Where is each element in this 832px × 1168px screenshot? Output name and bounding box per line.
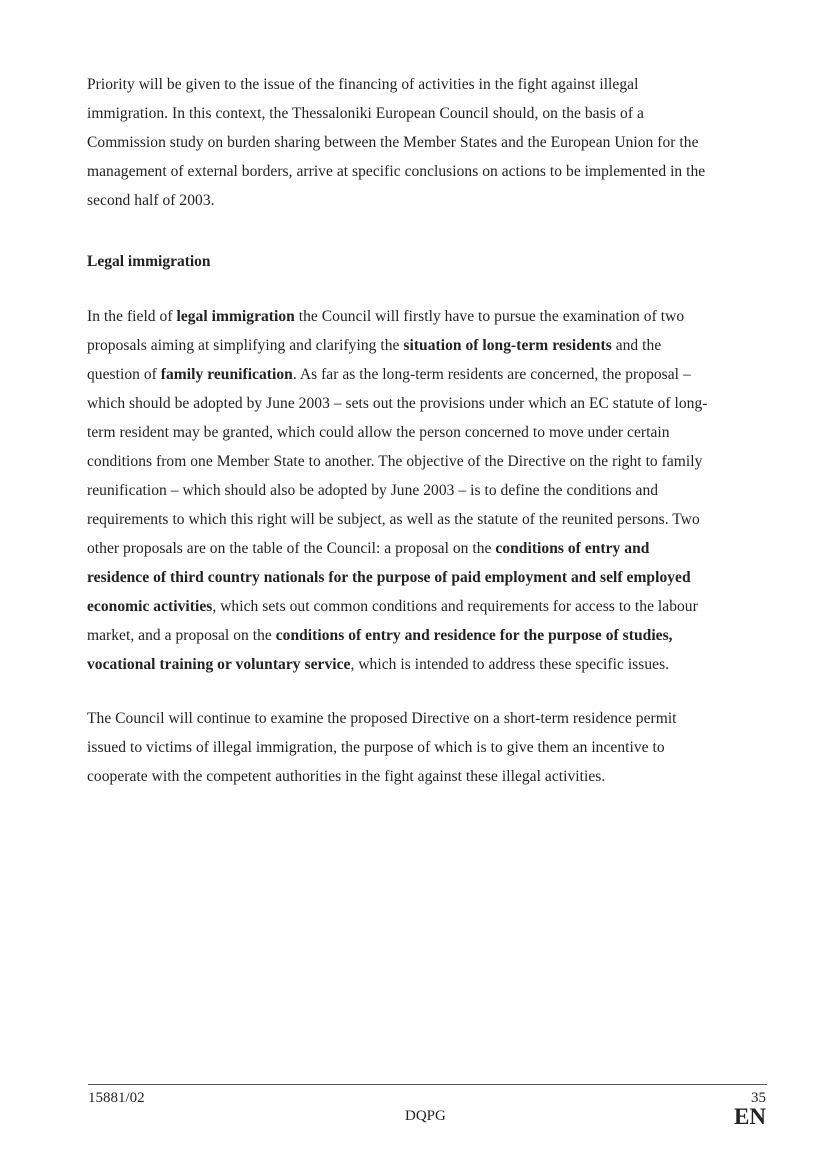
bold-term: situation of long-term residents	[403, 337, 612, 354]
bold-term: legal immigration	[176, 308, 295, 325]
page-number: 35	[751, 1090, 766, 1106]
text-run: term resident may be granted, which could allow the person concerned to move under certain	[87, 424, 670, 441]
paragraph-line	[87, 476, 767, 505]
paragraph-line: cooperate with the competent authorities in the fight against these illegal activities.	[87, 768, 606, 785]
text-run: other proposals are on the table of the Council: a proposal on the	[87, 540, 496, 557]
bold-term: conditions of entry and residence for the purpose of studies,	[275, 627, 673, 644]
paragraph-line: issued to victims of illegal immigration, the purpose of which is to give them an incentive to	[87, 739, 665, 756]
bold-term: economic activities	[87, 598, 213, 615]
text-run: . As far as the long-term residents are concerned, the proposal –	[292, 366, 691, 383]
paragraph-line	[87, 302, 767, 331]
paragraph-line: second half of 2003.	[87, 192, 215, 209]
paragraph-line: management of external borders, arrive at specific conclusions on actions to be implemented in the	[87, 163, 706, 180]
paragraph-short-term-permit	[87, 704, 767, 791]
text-run: the Council will firstly have to pursue the examination of two	[294, 308, 685, 325]
paragraph-line: immigration. In this context, the Thessaloniki European Council should, on the basis of a	[87, 105, 644, 122]
bold-term: family reunification	[160, 366, 293, 383]
text-run: proposals aiming at simplifying and clarifying the	[87, 337, 404, 354]
paragraph-financing	[87, 70, 767, 215]
paragraph-line: The Council will continue to examine the proposed Directive on a short-term residence permit	[87, 710, 677, 727]
text-run: and the	[611, 337, 662, 354]
paragraph-line	[87, 505, 767, 534]
paragraph-line	[87, 592, 767, 621]
paragraph-line	[87, 389, 767, 418]
bold-term: vocational training or voluntary service	[87, 656, 351, 673]
text-run: requirements to which this right will be subject, as well as the statute of the reunited persons. Two	[87, 511, 700, 528]
paragraph-line	[87, 563, 767, 592]
text-run: , which sets out common conditions and requirements for access to the labour	[212, 598, 698, 615]
paragraph-line	[87, 621, 767, 650]
text-run: reunification – which should also be adopted by June 2003 – is to define the conditions and	[87, 482, 659, 499]
text-run: , which is intended to address these specific issues.	[350, 656, 670, 673]
paragraph-line	[87, 447, 767, 476]
section-heading: Legal immigration	[87, 253, 211, 270]
text-run: conditions from one Member State to another. The objective of the Directive on the right to family	[87, 453, 703, 470]
paragraph-line	[87, 331, 767, 360]
department-code: DQPG	[405, 1108, 446, 1124]
paragraph-line	[87, 650, 767, 679]
paragraph-line	[87, 360, 767, 389]
paragraph-legal-immigration	[87, 302, 767, 679]
bold-term: residence of third country nationals for the purpose of paid employment and self employed	[87, 569, 691, 586]
footer-divider	[88, 1084, 767, 1085]
paragraph-line	[87, 534, 767, 563]
text-run: In the field of	[87, 308, 177, 325]
text-run: which should be adopted by June 2003 – sets out the provisions under which an EC statute of long-	[87, 395, 708, 412]
text-run: market, and a proposal on the	[87, 627, 276, 644]
paragraph-line: Commission study on burden sharing between the Member States and the European Union for the	[87, 134, 699, 151]
paragraph-line	[87, 418, 767, 447]
language-code: EN	[734, 1104, 766, 1129]
paragraph-line: Priority will be given to the issue of the financing of activities in the fight against illegal	[87, 76, 639, 93]
document-reference: 15881/02	[88, 1090, 145, 1106]
text-run: question of	[87, 366, 161, 383]
bold-term: conditions of entry and	[495, 540, 650, 557]
